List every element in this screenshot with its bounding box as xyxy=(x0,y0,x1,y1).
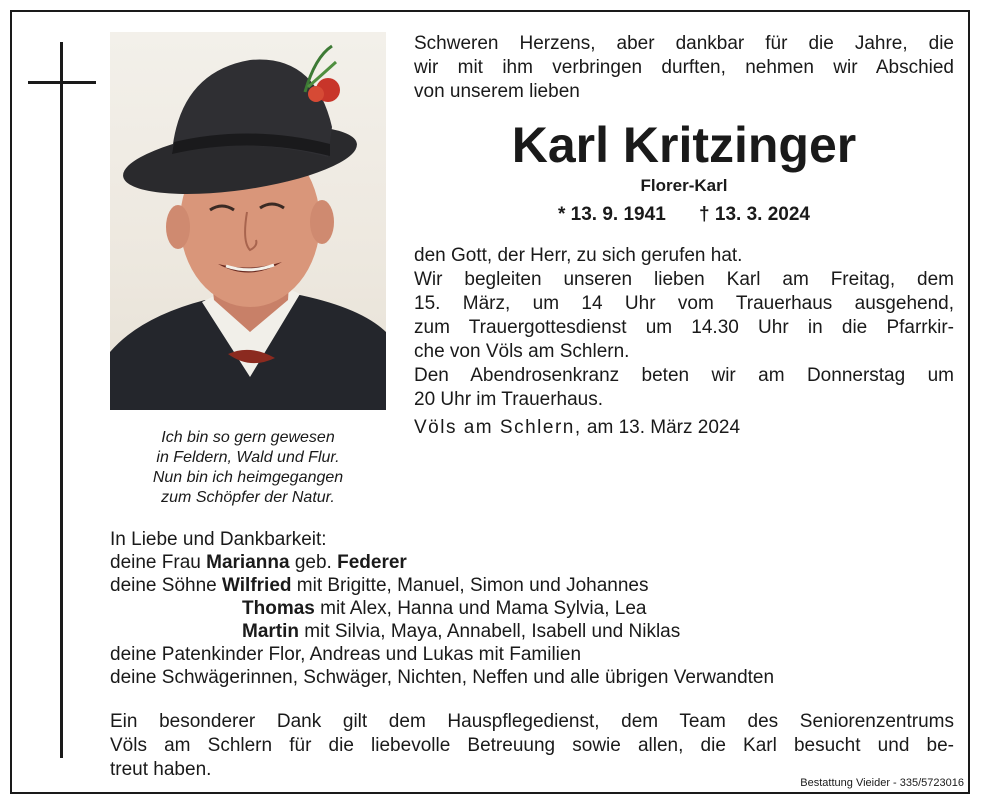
death-date: † 13. 3. 2024 xyxy=(699,204,810,225)
wife-name: Marianna xyxy=(206,552,290,573)
body-line: 15. März, um 14 Uhr vom Trauerhaus ausgehend, xyxy=(414,293,954,314)
deceased-name: Karl Kritzinger xyxy=(511,117,857,173)
son-family: mit Brigitte, Manuel, Simon und Johannes xyxy=(291,575,649,596)
sons-prefix: deine Söhne xyxy=(110,575,222,596)
son-name: Martin xyxy=(242,621,299,642)
body-line: den Gott, der Herr, zu sich gerufen hat. xyxy=(414,245,743,266)
intro-text xyxy=(414,32,954,104)
intro-line: wir mit ihm verbringen durften, nehmen wir Abschied xyxy=(414,57,954,78)
body-line: Wir begleiten unseren lieben Karl am Freitag, dem xyxy=(414,269,954,290)
body-line: 20 Uhr im Trauerhaus. xyxy=(414,389,604,410)
thanks-line: Ein besonderer Dank gilt dem Hauspflegedienst, dem Team des Seniorenzentrums xyxy=(110,711,954,732)
family-wife xyxy=(110,551,950,574)
son-name: Thomas xyxy=(242,598,315,619)
poem xyxy=(110,428,386,508)
birth-date: * 13. 9. 1941 xyxy=(558,204,666,225)
date: am 13. März 2024 xyxy=(586,417,741,438)
thanks-text xyxy=(110,710,954,782)
cross-icon-bar xyxy=(28,81,96,84)
poem-line: zum Schöpfer der Natur. xyxy=(161,489,335,506)
funeral-home-credit: Bestattung Vieider - 335/5723016 xyxy=(800,777,964,789)
thanks-line: treut haben. xyxy=(110,759,212,780)
life-dates xyxy=(414,203,954,227)
family-son xyxy=(110,597,950,620)
body-line: Den Abendrosenkranz beten wir am Donnerstag um xyxy=(414,365,954,386)
cross-icon xyxy=(60,42,63,758)
intro-line: Schweren Herzens, aber dankbar für die Jahre, die xyxy=(414,33,954,54)
poem-line: Ich bin so gern gewesen xyxy=(161,429,335,446)
family-son xyxy=(110,574,950,597)
intro-line: von unserem lieben xyxy=(414,81,580,102)
family-godchildren: deine Patenkinder Flor, Andreas und Lukas mit Familien xyxy=(110,644,582,665)
son-name: Wilfried xyxy=(222,575,292,596)
funeral-details xyxy=(414,244,954,412)
family-inlaws: deine Schwägerinnen, Schwäger, Nichten, Neffen und alle übrigen Verwandten xyxy=(110,667,775,688)
portrait-photo xyxy=(110,32,386,410)
wife-maiden: Federer xyxy=(337,552,407,573)
body-line: che von Völs am Schlern. xyxy=(414,341,630,362)
place: Völs am Schlern, xyxy=(414,417,582,438)
place-date xyxy=(414,416,954,440)
family-son xyxy=(110,620,950,643)
poem-line: Nun bin ich heimgegangen xyxy=(152,469,344,486)
thanks-line: Völs am Schlern für die liebevolle Betreuung sowie allen, die Karl besucht und be- xyxy=(110,735,954,756)
son-family: mit Silvia, Maya, Annabell, Isabell und Niklas xyxy=(299,621,681,642)
family-intro: In Liebe und Dankbarkeit: xyxy=(110,529,327,550)
body-line: zum Trauergottesdienst um 14.30 Uhr in die Pfarrkir- xyxy=(414,317,954,338)
wife-prefix: deine Frau xyxy=(110,552,207,573)
family-list xyxy=(110,528,950,689)
wife-mid: geb. xyxy=(289,552,338,573)
poem-line: in Feldern, Wald und Flur. xyxy=(156,449,340,466)
son-family: mit Alex, Hanna und Mama Sylvia, Lea xyxy=(314,598,647,619)
nickname: Florer-Karl xyxy=(640,176,728,195)
